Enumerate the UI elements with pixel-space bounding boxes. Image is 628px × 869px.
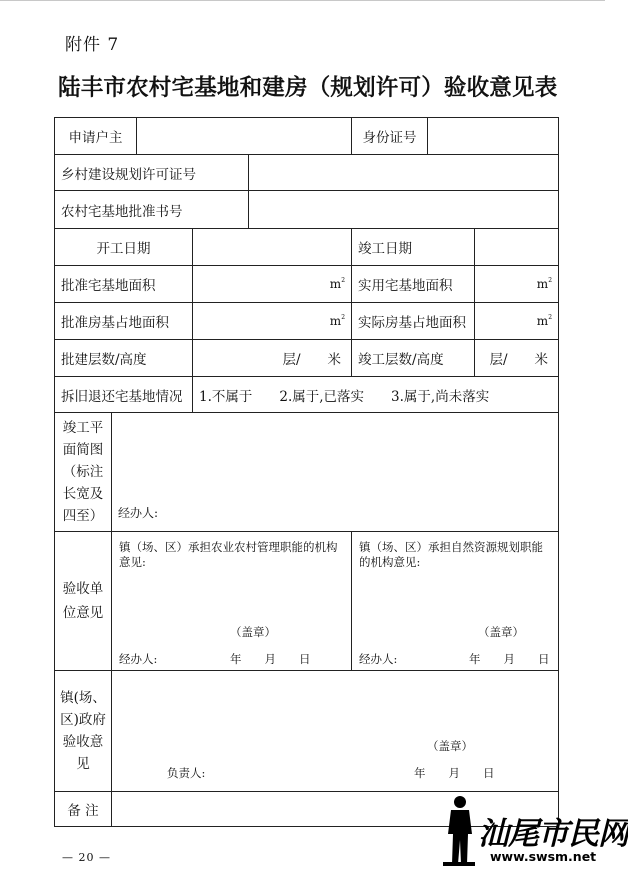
permit-label: 乡村建设规划许可证号 (55, 155, 249, 191)
actual-house-area-label: 实际房基占地面积 (352, 303, 475, 340)
applicant-label: 申请户主 (55, 118, 137, 155)
table-row (55, 155, 559, 191)
government-responsible-label: 负责人: (167, 766, 206, 780)
approved-area-field[interactable] (193, 266, 352, 303)
table-row (55, 532, 559, 671)
unit-square-meter: $m^2$ (329, 314, 346, 328)
built-floors-field[interactable]: 层/ 米 (475, 340, 559, 377)
plan-sketch-area[interactable] (112, 413, 559, 532)
finish-date-field[interactable] (475, 229, 559, 266)
agriculture-handler-label: 经办人: (119, 652, 158, 666)
approval-label: 农村宅基地批准书号 (55, 191, 249, 229)
plan-handler-label: 经办人: (118, 506, 159, 520)
table-row (55, 377, 559, 413)
government-opinion-label: 镇(场、区)政府验收意见 (55, 671, 112, 792)
unit-square-meter: $m^2$ (536, 314, 553, 328)
unit-square-meter: $m^2$ (329, 277, 346, 291)
agriculture-opinion-area[interactable] (112, 532, 352, 671)
acceptance-form-table (54, 117, 559, 827)
acceptance-unit-label: 验收单位意见 (55, 532, 112, 671)
finish-date-label: 竣工日期 (352, 229, 475, 266)
approved-house-area-label: 批准房基占地面积 (55, 303, 193, 340)
resources-opinion-heading: 镇（场、区）承担自然资源规划职能的机构意见: (359, 540, 544, 569)
agriculture-date-label: 年 月 日 (230, 652, 311, 666)
table-row (55, 191, 559, 229)
government-date-label: 年 月 日 (414, 766, 495, 780)
watermark-site-name: 汕尾市民网 (478, 816, 628, 852)
agriculture-opinion-heading: 镇（场、区）承担农业农村管理职能的机构意见: (119, 540, 338, 569)
government-seal-label: （盖章） (427, 739, 473, 753)
actual-area-field[interactable] (475, 266, 559, 303)
page-title: 陆丰市农村宅基地和建房（规划许可）验收意见表 (58, 75, 558, 101)
permit-field[interactable] (249, 155, 559, 191)
top-rule (0, 0, 605, 1)
applicant-field[interactable] (137, 118, 352, 155)
table-row (55, 413, 559, 532)
approval-field[interactable] (249, 191, 559, 229)
resources-handler-label: 经办人: (359, 652, 398, 666)
unit-square-meter: $m^2$ (536, 277, 553, 291)
page-number: — 20 — (62, 851, 111, 864)
start-date-label: 开工日期 (55, 229, 193, 266)
start-date-field[interactable] (193, 229, 352, 266)
watermark-url: www.swsm.net (490, 849, 597, 864)
resources-seal-label: （盖章） (478, 625, 525, 639)
remarks-label: 备 注 (55, 792, 112, 827)
resources-opinion-area[interactable] (352, 532, 559, 671)
government-opinion-area[interactable] (112, 671, 559, 792)
table-row (55, 118, 559, 155)
built-floors-label: 竣工层数/高度 (352, 340, 475, 377)
agriculture-seal-label: （盖章） (230, 625, 276, 639)
id-label: 身份证号 (352, 118, 428, 155)
approved-floors-label: 批建层数/高度 (55, 340, 193, 377)
table-row (55, 340, 559, 377)
plan-sketch-label: 竣工平面简图（标注长宽及四至） (55, 413, 112, 532)
approved-house-area-field[interactable] (193, 303, 352, 340)
table-row (55, 229, 559, 266)
demolish-label: 拆旧退还宅基地情况 (55, 377, 193, 413)
watermark-figure-icon (438, 794, 478, 866)
table-row (55, 266, 559, 303)
table-row (55, 671, 559, 792)
actual-house-area-field[interactable] (475, 303, 559, 340)
approved-area-label: 批准宅基地面积 (55, 266, 193, 303)
attachment-label: 附件 7 (65, 35, 120, 55)
approved-floors-field[interactable]: 层/ 米 (193, 340, 352, 377)
demolish-options[interactable]: 1.不属于 2.属于,已落实 3.属于,尚未落实 (193, 377, 559, 413)
actual-area-label: 实用宅基地面积 (352, 266, 475, 303)
resources-date-label: 年 月 日 (469, 652, 550, 666)
id-field[interactable] (428, 118, 559, 155)
table-row (55, 303, 559, 340)
